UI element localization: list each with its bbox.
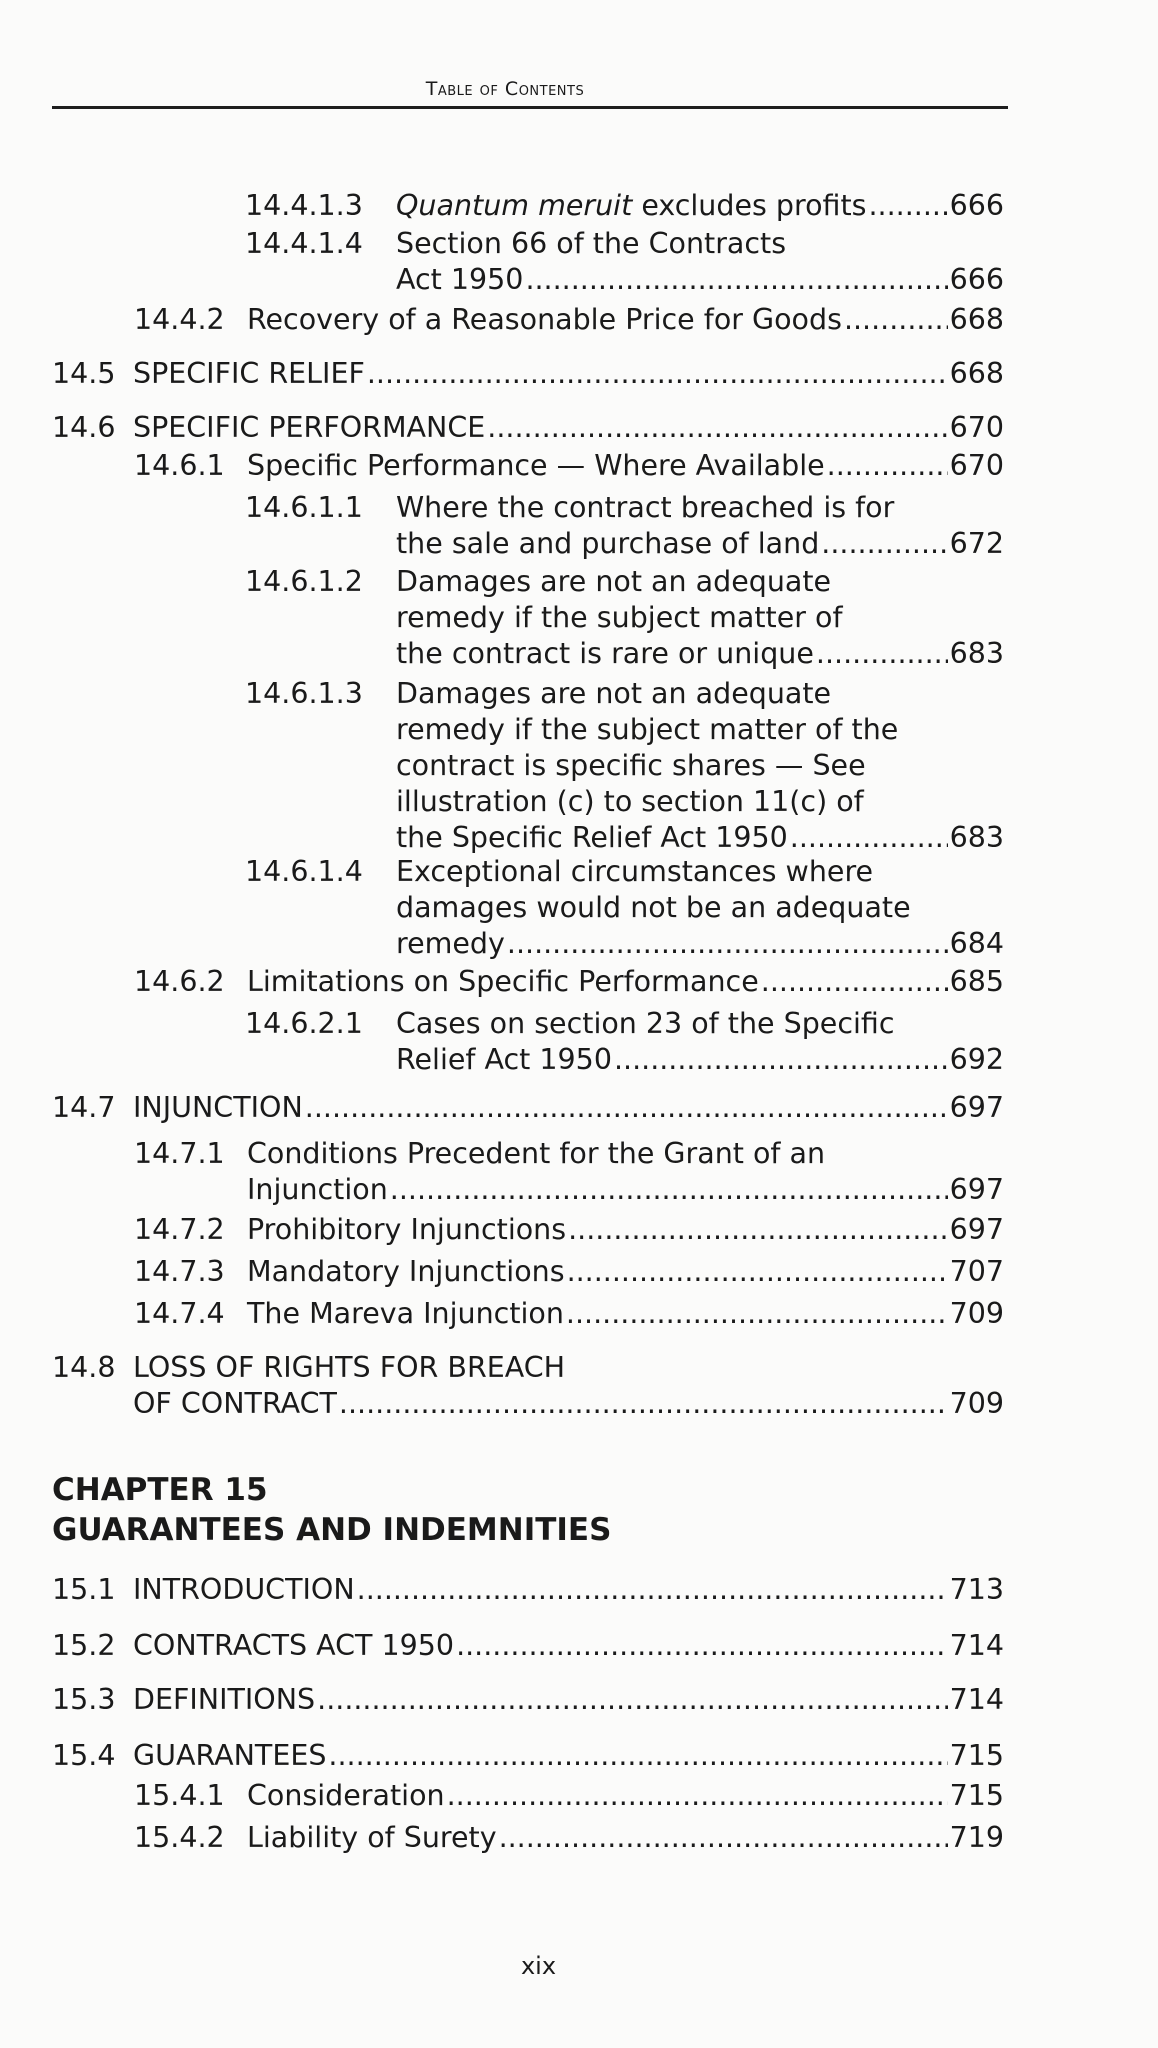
toc-entry-page: 670 — [949, 411, 1004, 444]
toc-entry-title-line: Injunction — [247, 1173, 388, 1206]
toc-entry-number: 14.6.1.1 — [245, 491, 363, 524]
toc-entry-title-line: contract is specific shares — See — [396, 749, 866, 782]
toc-entry-title-line: Exceptional circumstances where — [396, 855, 874, 888]
dot-leader — [339, 1386, 948, 1422]
page-folio: xix — [520, 1952, 557, 1980]
toc-entry-page: 697 — [949, 1173, 1004, 1206]
toc-entry-title-line: Liability of Surety — [247, 1821, 497, 1854]
dot-leader — [305, 1090, 948, 1126]
toc-entry-page: 668 — [949, 357, 1004, 390]
toc-entry-title-line: remedy — [396, 927, 505, 960]
toc-entry-title-line: SPECIFIC RELIEF — [133, 357, 365, 390]
toc-entry-number: 14.4.1.4 — [245, 227, 363, 260]
toc-entry-title-line: CONTRACTS ACT 1950 — [133, 1629, 455, 1662]
toc-entry-title-line: Quantum meruit excludes profits — [396, 189, 867, 222]
toc-entry-title-line: Damages are not an adequate — [396, 565, 832, 598]
toc-entry-title-line: Limitations on Specific Performance — [247, 965, 759, 998]
toc-entry-title-line: the Specific Relief Act 1950 — [396, 821, 788, 854]
toc-entry-title-line: Consideration — [247, 1779, 445, 1812]
toc-entry-page: 709 — [949, 1387, 1004, 1420]
dot-leader — [456, 1628, 948, 1664]
toc-entry-title-line: Prohibitory Injunctions — [247, 1213, 567, 1246]
dot-leader — [869, 188, 948, 224]
dot-leader — [328, 1738, 947, 1774]
toc-entry-page: 670 — [949, 449, 1004, 482]
toc-entry-page: 715 — [949, 1739, 1004, 1772]
toc-entry-page: 692 — [949, 1043, 1004, 1076]
toc-entry-title-line: Damages are not an adequate — [396, 677, 832, 710]
toc-entry-title-line: SPECIFIC PERFORMANCE — [133, 411, 486, 444]
toc-entry-title-line: Act 1950 — [396, 263, 524, 296]
dot-leader — [447, 1778, 948, 1814]
dot-leader — [816, 636, 948, 672]
toc-entry-title-line: GUARANTEES — [133, 1739, 327, 1772]
dot-leader — [507, 926, 948, 962]
toc-entry-page: 709 — [949, 1297, 1004, 1330]
toc-entry-number: 14.7 — [52, 1091, 116, 1124]
toc-entry-page: 685 — [949, 965, 1004, 998]
chapter-heading — [52, 1470, 611, 1550]
toc-entry-title-line: Specific Performance — Where Available — [247, 449, 825, 482]
toc-entry-page: 684 — [949, 927, 1004, 960]
toc-entry-title-line: Conditions Precedent for the Grant of an — [247, 1137, 826, 1170]
toc-entry-title-line: OF CONTRACT — [133, 1387, 337, 1420]
toc-entry-number: 15.4.2 — [134, 1821, 225, 1854]
toc-entry-title-line: the sale and purchase of land — [396, 527, 820, 560]
toc-entry-page: 714 — [949, 1629, 1004, 1662]
dot-leader — [821, 526, 947, 562]
toc-entry-title-line: INTRODUCTION — [133, 1573, 355, 1606]
toc-entry-page: 714 — [949, 1683, 1004, 1716]
toc-entry-page: 666 — [949, 189, 1004, 222]
dot-leader — [761, 964, 948, 1000]
toc-entry-page: 719 — [949, 1821, 1004, 1854]
dot-leader — [525, 262, 947, 298]
toc-entry-number: 14.6 — [52, 411, 116, 444]
toc-entry-page: 707 — [949, 1255, 1004, 1288]
toc-entry-page: 713 — [949, 1573, 1004, 1606]
toc-entry-page: 672 — [949, 527, 1004, 560]
toc-entry-number: 14.7.4 — [134, 1297, 225, 1330]
toc-entry-page: 666 — [949, 263, 1004, 296]
dot-leader — [357, 1572, 948, 1608]
toc-entry-title-line: damages would not be an adequate — [396, 891, 911, 924]
toc-entry-number: 15.3 — [52, 1683, 116, 1716]
dot-leader — [317, 1682, 947, 1718]
toc-entry-title-line: remedy if the subject matter of — [396, 601, 843, 634]
toc-entry-title-line: The Mareva Injunction — [247, 1297, 564, 1330]
dot-leader — [568, 1212, 948, 1248]
toc-entry-title-line: remedy if the subject matter of the — [396, 713, 899, 746]
toc-entry-title-line: DEFINITIONS — [133, 1683, 316, 1716]
dot-leader — [614, 1042, 948, 1078]
toc-entry-page: 683 — [949, 637, 1004, 670]
toc-entry-number: 15.2 — [52, 1629, 116, 1662]
toc-entry-number: 15.4 — [52, 1739, 116, 1772]
toc-entry-title-line: Cases on section 23 of the Specific — [396, 1007, 895, 1040]
toc-entry-page: 697 — [949, 1091, 1004, 1124]
toc-entry-title-line: INJUNCTION — [133, 1091, 303, 1124]
toc-entry-title-line: LOSS OF RIGHTS FOR BREACH — [133, 1351, 566, 1384]
toc-entry-title-line: illustration (c) to section 11(c) of — [396, 785, 864, 818]
dot-leader — [499, 1820, 948, 1856]
dot-leader — [567, 1254, 948, 1290]
toc-entry-number: 14.6.2.1 — [245, 1007, 363, 1040]
chapter-label: CHAPTER 15 — [52, 1472, 268, 1508]
toc-entry-title-line: Where the contract breached is for — [396, 491, 895, 524]
running-header: Table of Contents — [425, 78, 585, 100]
dot-leader — [566, 1296, 948, 1332]
toc-entry-number: 14.4.1.3 — [245, 189, 363, 222]
toc-entry-page: 683 — [949, 821, 1004, 854]
dot-leader — [844, 302, 948, 338]
dot-leader — [827, 448, 948, 484]
toc-entry-title-line: the contract is rare or unique — [396, 637, 814, 670]
toc-entry-number: 14.7.3 — [134, 1255, 225, 1288]
toc-entry-number: 14.5 — [52, 357, 116, 390]
toc-entry-number: 14.6.2 — [134, 965, 225, 998]
dot-leader — [367, 356, 948, 392]
toc-entry-number: 14.7.2 — [134, 1213, 225, 1246]
toc-entry-number: 15.4.1 — [134, 1779, 225, 1812]
dot-leader — [487, 410, 947, 446]
chapter-title: GUARANTEES AND INDEMNITIES — [52, 1512, 612, 1548]
toc-entry-number: 14.4.2 — [134, 303, 225, 336]
toc-entry-number: 14.6.1.2 — [245, 565, 363, 598]
toc-entry-title-line: Relief Act 1950 — [396, 1043, 612, 1076]
toc-entry-title-line: Mandatory Injunctions — [247, 1255, 565, 1288]
toc-entry-number: 15.1 — [52, 1573, 116, 1606]
toc-entry-number: 14.8 — [52, 1351, 116, 1384]
toc-entry-number: 14.6.1.4 — [245, 855, 363, 888]
toc-entry-number: 14.7.1 — [134, 1137, 225, 1170]
dot-leader — [390, 1172, 948, 1208]
toc-entry-page: 697 — [949, 1213, 1004, 1246]
toc-entry-number: 14.6.1 — [134, 449, 225, 482]
toc-entry-title-line: Section 66 of the Contracts — [396, 227, 787, 260]
toc-entry-number: 14.6.1.3 — [245, 677, 363, 710]
toc-entry-page: 668 — [949, 303, 1004, 336]
toc-entry-title-line: Recovery of a Reasonable Price for Goods — [247, 303, 842, 336]
toc-entry-page: 715 — [949, 1779, 1004, 1812]
dot-leader — [790, 820, 948, 856]
